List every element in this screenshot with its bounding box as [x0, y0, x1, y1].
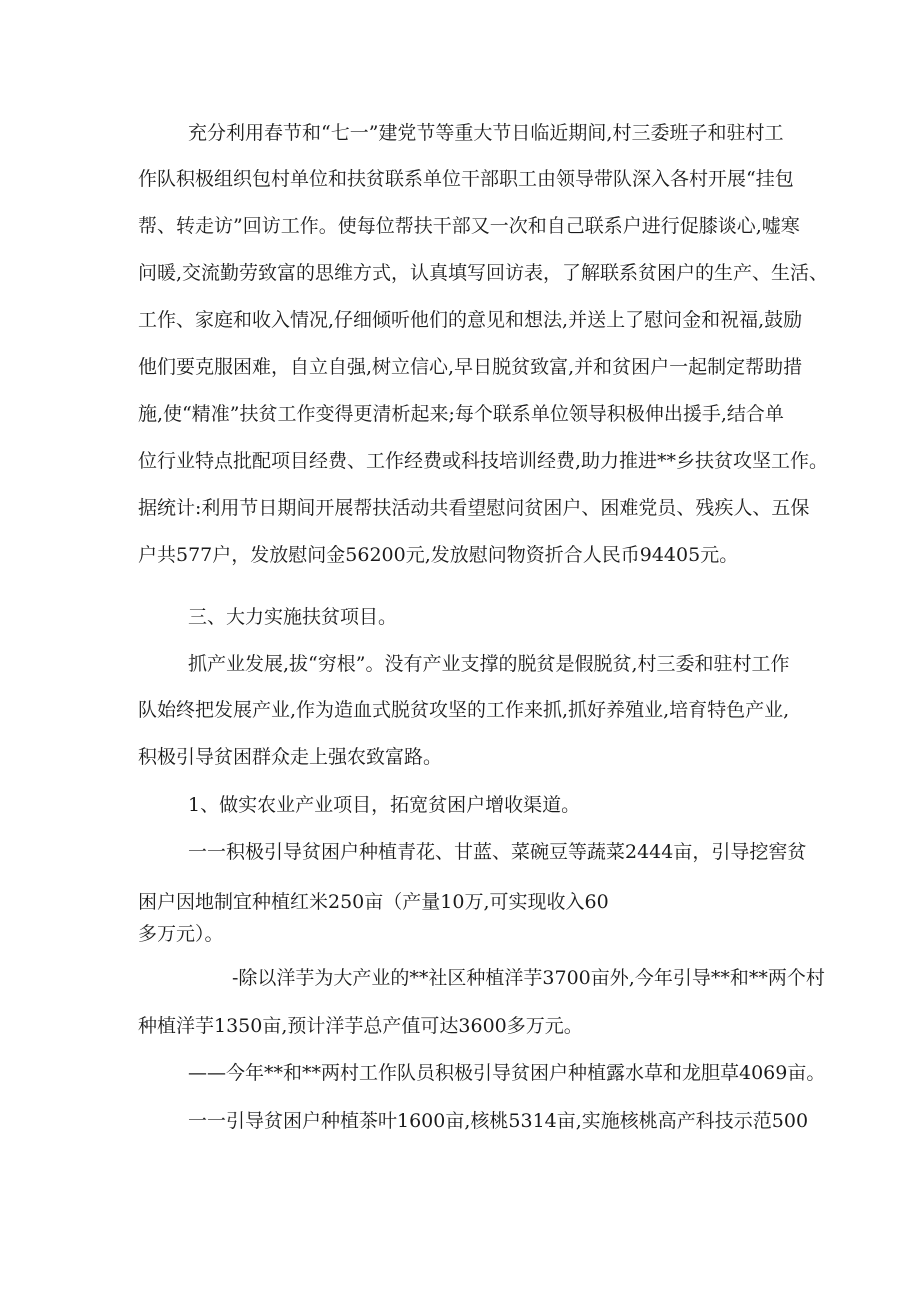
- paragraph-1-line-8: 位行业特点批配项目经费、工作经费或科技培训经费,助力推进**乡扶贫攻坚工作。: [138, 450, 829, 472]
- paragraph-1-line-10: 户共577户，发放慰问金56200元,发放慰问物资折合人民币94405元。: [138, 544, 739, 566]
- item-2-line-1: -除以洋芋为大产业的**社区种植洋芋3700亩外,今年引导**和**两个村: [232, 967, 825, 989]
- paragraph-2-line-1: 抓产业发展,拔“穷根”。没有产业支撑的脱贫是假脱贫,村三委和驻村工作: [188, 653, 790, 675]
- paragraph-1-line-3: 帮、转走访”回访工作。使每位帮扶干部又一次和自己联系户进行促膝谈心,嘘寒: [138, 215, 800, 237]
- item-1-line-2: 困户因地制宜种植红米250亩（产量10万,可实现收入60: [138, 891, 609, 913]
- item-4-line-1: 一一引导贫困户种植茶叶1600亩,核桃5314亩,实施核桃高产科技示范500: [188, 1110, 809, 1132]
- item-3: ——今年**和**两村工作队员积极引导贫困户种植露水草和龙胆草4069亩。: [188, 1062, 826, 1084]
- paragraph-1-line-7: 施,使“精准”扶贫工作变得更清析起来;每个联系单位领导积极伸出援手,结合单: [138, 403, 784, 425]
- paragraph-1-line-9: 据统计:利用节日期间开展帮扶活动共看望慰问贫困户、困难党员、残疾人、五保: [138, 497, 810, 519]
- subheading-1: 1、做实农业产业项目，拓宽贫困户增收渠道。: [188, 794, 581, 816]
- item-1-line-1: 一一积极引导贫困户种植青花、甘蓝、菜碗豆等蔬菜2444亩，引导挖窖贫: [188, 841, 807, 863]
- paragraph-1-line-6: 他们要克服困难，自立自强,树立信心,早日脱贫致富,并和贫困户一起制定帮助措: [138, 356, 803, 378]
- paragraph-1-line-2: 作队积极组织包村单位和扶贫联系单位干部职工由领导带队深入各村开展“挂包: [138, 168, 794, 190]
- paragraph-2-line-3: 积极引导贫困群众走上强农致富路。: [138, 746, 443, 768]
- paragraph-1-line-5: 工作、家庭和收入情况,仔细倾听他们的意见和想法,并送上了慰问金和祝福,鼓励: [138, 309, 803, 331]
- section-heading: 三、大力实施扶贫项目。: [188, 606, 398, 628]
- item-1-line-3: 多万元）。: [138, 923, 224, 945]
- paragraph-2-line-2: 队始终把发展产业,作为造血式脱贫攻坚的工作来抓,抓好养殖业,培育特色产业,: [138, 699, 790, 721]
- paragraph-1-line-1: 充分利用春节和“七一”建党节等重大节日临近期间,村三委班子和驻村工: [188, 122, 784, 144]
- item-2-line-2: 种植洋芋1350亩,预计洋芋总产值可达3600多万元。: [138, 1015, 583, 1037]
- paragraph-1-line-4: 问暖,交流勤劳致富的思维方式，认真填写回访表，了解联系贫困户的生产、生活、: [138, 262, 829, 284]
